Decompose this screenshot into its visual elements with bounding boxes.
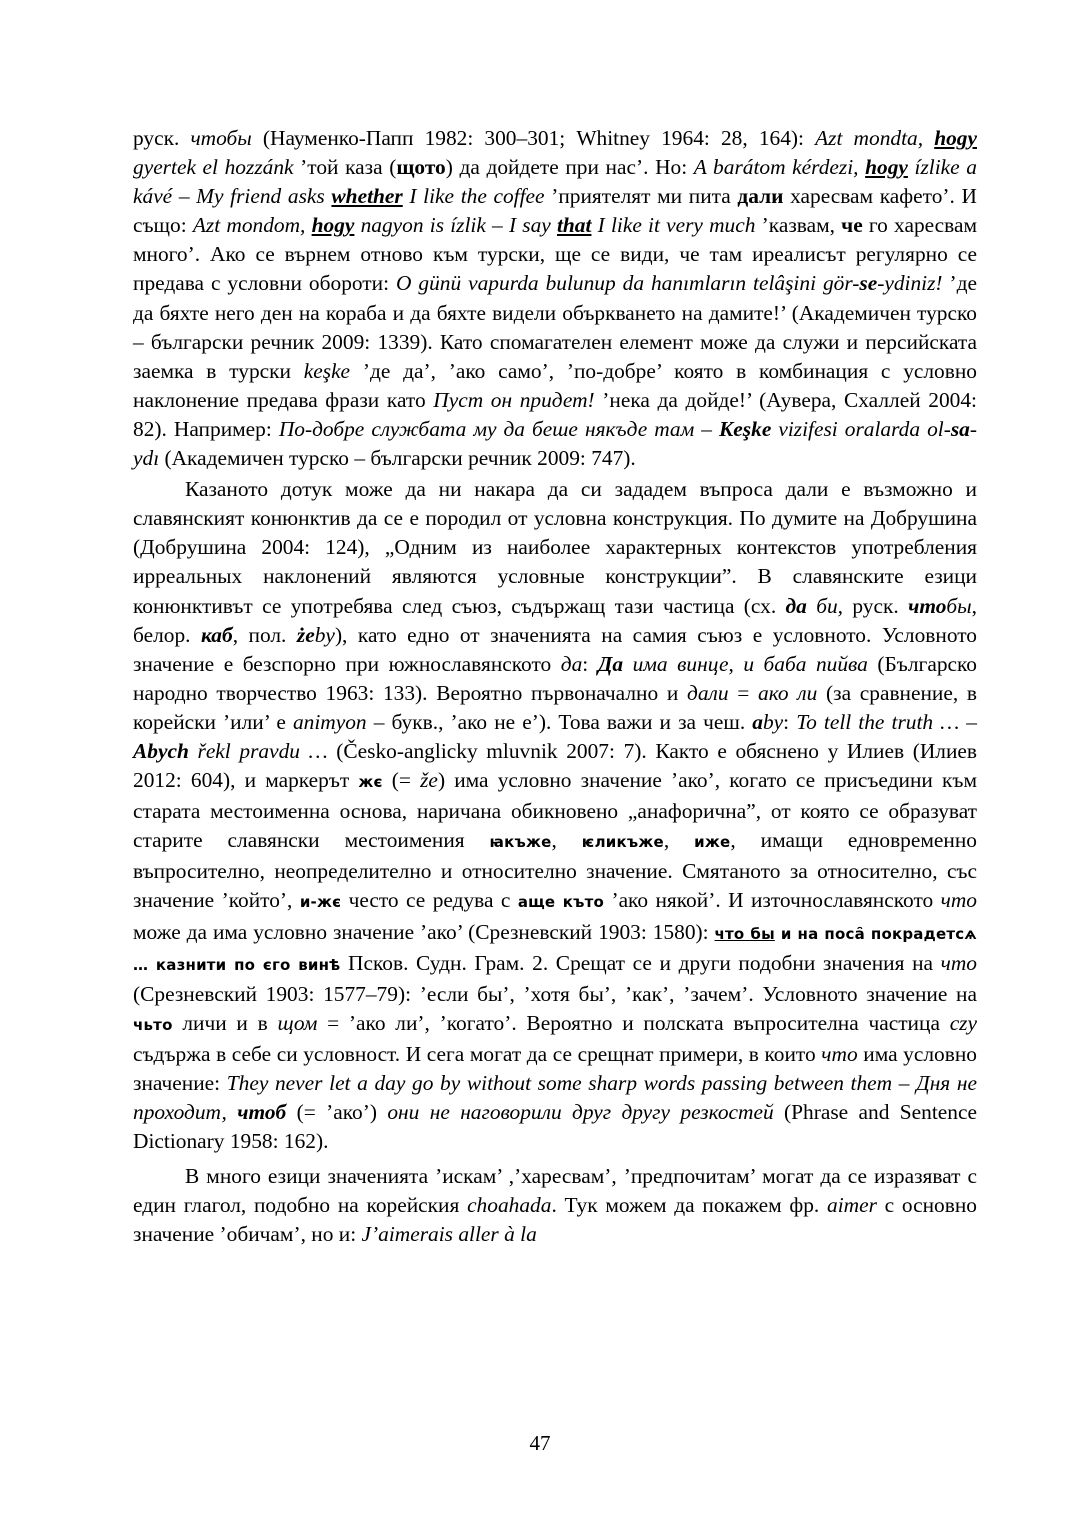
text-run: може да има условно значение ’ако’ (Срезневский 1903: 1580): [133, 919, 715, 944]
text-run: ı [729, 271, 736, 296]
text-run: Abych [133, 738, 189, 763]
text-run: что [940, 888, 977, 913]
text-run: дали [687, 680, 729, 705]
text-run: (Академичен турско – български речник 2009: 747). [159, 446, 636, 471]
paragraph-2 [133, 475, 977, 1156]
text-run: каб [201, 622, 233, 647]
text-run: Keşke [719, 416, 772, 441]
church-slavonic-text: иже [694, 833, 731, 852]
text-run: ’приятелят ми пита [544, 184, 738, 209]
text-run: keşke [303, 358, 351, 383]
text-run: = ’ако ли’, ’когато’. Вероятно и полската въпросителна частица [317, 1010, 950, 1035]
paragraph-3 [133, 1162, 977, 1249]
text-run: choahada [467, 1193, 552, 1218]
church-slavonic-text: ѥликъже [581, 833, 664, 852]
text-run: , имащи едновременно въпросително, неопределително и относително значение. Смятаното за относително, със значение ’който’, [133, 828, 977, 913]
text-run: щом [277, 1010, 318, 1035]
text-run: (Phrase and Sentence Dictionary 1958: 162). [133, 1100, 977, 1154]
paragraph-1 [133, 124, 977, 473]
text-run: (Българско народно творчество 1963: 133). Вероятно първоначално и [133, 651, 978, 705]
text-run: ’казвам, [755, 213, 842, 238]
text-run: съдържа в себе си условност. И сега могат да се срещнат примери, в които [133, 1041, 822, 1066]
text-run: vizifesi oralarda ol- [771, 416, 951, 441]
text-run: ако ли [758, 680, 818, 705]
text-run: бы [946, 593, 972, 618]
text-run: Да [597, 651, 624, 676]
text-run: , [663, 828, 695, 853]
text-run: ’той каза ( [293, 155, 397, 180]
text-run: ’ако някой’. И източнославянското [604, 888, 941, 913]
text-run: sa [950, 416, 970, 441]
text-run: ) да дойдете при нас’. Но: [445, 155, 694, 180]
text-run: с основно значение ’обичам’, но и: [133, 1193, 977, 1247]
text-run: animyon [292, 709, 367, 734]
text-run: По-добре службата му да беше някъде там – [278, 416, 720, 441]
text-run: Псков. Судн. Грам. 2. Срещат се и други подобни значения на [340, 950, 941, 975]
text-run: -ydiniz! [877, 271, 943, 296]
text-run: , белор. [133, 593, 977, 647]
text-run: I like it very much [591, 213, 756, 238]
text-run: что [908, 593, 947, 618]
text-run: : [783, 709, 797, 734]
text-run: = [728, 680, 759, 705]
text-run: Пуст он придет! [433, 387, 595, 412]
text-run: řekl pravdu … [188, 738, 328, 763]
text-run: O günü vapurda bulunup da han [396, 271, 684, 296]
text-run: hogy [865, 155, 908, 180]
text-run: Azt mondta, [815, 126, 935, 150]
text-run: (= [382, 768, 421, 793]
text-run: Казаното дотук може да ни накара да си зададем въпроса дали е възможно и славянският конюнктив да се е породил от условна конструкция. По думите на Добрушина (Добрушина 2004: 124), „Одним из наиболее характерных контекстов употребления ирреальных наклонений являются условные конструкции”. В славянските езици конюнктивът се употребява след съюз, съдържащ тази частица (сх. [133, 477, 977, 618]
text-run: личи и в [172, 1010, 278, 1035]
text-run: ) има условно значение ’ако’, когато се присъедини към старата местоименна основа, наричана обикновено „анафорична”, от която се образуват старите славянски местоимения [133, 768, 977, 853]
text-run: (Česko-anglicky mluvnik 2007: 7). Както е обяснено у Илиев (Илиев 2012: 604), и маркерът [133, 738, 977, 793]
text-run: щото [396, 155, 446, 180]
text-run: nagyon is ízlik – I say [354, 213, 557, 238]
text-run: czy [949, 1010, 978, 1035]
text-run: hogy [311, 213, 355, 238]
text-run: ı [683, 271, 690, 296]
text-run: Azt mondom, [192, 213, 312, 238]
church-slavonic-text: жє [358, 773, 383, 792]
text-run: ), като едно от значенията на самия съюз е условното. Условното значение е безспорно при южнославянското [133, 622, 977, 676]
text-run: (Науменко-Папп 1982: 300–301; Whitney 1964: 28, 164): [251, 126, 816, 150]
text-run: они не наговорили друг другу резкостей [387, 1100, 774, 1125]
text-run: (за сравнение, в корейски ’или’ е [133, 680, 978, 734]
text-run: že [420, 768, 438, 793]
text-run: ’нека да дойде!’ (Аувера, Схаллей 2004: 82). Например: [133, 387, 977, 441]
text-run: J’aimerais aller à la [361, 1222, 537, 1247]
text-run: да [785, 593, 807, 618]
text-run: hogy [934, 126, 977, 150]
text-run: харесвам кафето’. И също: [133, 184, 977, 238]
text-run: има условно значение: [133, 1041, 977, 1095]
church-slavonic-text: ꙗкъже [489, 833, 552, 852]
text-run: има винце [623, 651, 729, 676]
text-run: by [314, 622, 335, 647]
text-run: чтобы [190, 126, 252, 150]
text-run: mlar [689, 271, 730, 296]
text-run: что [821, 1041, 858, 1066]
text-run: -ydı [133, 416, 977, 471]
text-run: To tell the truth … – [796, 709, 977, 734]
text-run: that [556, 213, 592, 238]
text-run: że [296, 622, 315, 647]
text-run: (Срезневский 1903: 1577–79): ’если бы’, ’хотя бы’, ’как’, ’зачем’. Условното значение на [133, 981, 977, 1006]
church-slavonic-text: и-жє [299, 893, 342, 912]
text-run: би, [806, 593, 844, 618]
church-slavonic-text: что бы [714, 924, 775, 943]
text-run: В много езици значенията ’искам’ ,’харесвам’, ’предпочитам’ могат да се изразяват с един глагол, подобно на корейския [133, 1164, 977, 1218]
text-run: whether [331, 184, 403, 209]
text-run: : [582, 651, 598, 676]
text-run: , пол. [232, 622, 297, 647]
text-run: дали [737, 184, 784, 209]
text-run: го харесвам много’. Ако се върнем отново към турски, ще се види, че там иреалисът регулярно се предава с условни обороти: [133, 213, 978, 296]
body-text [133, 124, 977, 1250]
text-run: se [859, 271, 878, 296]
text-run: a [752, 709, 763, 734]
text-run: ’де да’, ’ако само’, ’по-добре’ която в комбинация с условно наклонение предава фрази като [133, 358, 977, 412]
text-run: , [728, 651, 744, 676]
page-number: 47 [529, 1431, 551, 1455]
text-run: ízlike a kávé – My friend asks [133, 155, 977, 209]
text-run: да [560, 651, 583, 676]
church-slavonic-text: аще къто [517, 893, 605, 912]
text-run: gyertek el hozzánk [133, 155, 294, 180]
text-run: что [940, 950, 977, 975]
text-run: руск. [843, 593, 909, 618]
text-run: aimer [827, 1193, 877, 1218]
text-run: руск. [133, 126, 191, 150]
text-run: n telâşini gör- [735, 271, 860, 296]
text-run: – букв., ’ако не е’). Това важи и за чеш. [366, 709, 753, 734]
text-run: by [762, 709, 784, 734]
text-run: чтоб [237, 1100, 287, 1125]
text-run: ’де да бяхте него ден на кораба и да бяхте видели объркването на дамите!’ (Академичен турско – български речник 2009: 1339). Като спомагателен елемент може да служи и персийската заемка в турски [133, 271, 977, 383]
church-slavonic-text: и на поса̑ покрадетсѧ … казнити по єго винѣ [133, 924, 977, 974]
text-run: (= ’ако’) [286, 1100, 388, 1125]
text-run: . Тук можем да покажем фр. [551, 1193, 827, 1218]
text-run: , [551, 828, 582, 853]
text-run: I like the coffee [402, 184, 545, 209]
text-run: че [841, 213, 863, 238]
text-run: They never let a day go by without some sharp words passing between them – Дня не проходит, [133, 1071, 977, 1125]
text-run: често се редува с [341, 888, 518, 913]
church-slavonic-text: чьто [133, 1015, 173, 1034]
text-run: и баба пийва [743, 651, 868, 676]
text-run: A barátom kérdezi, [693, 155, 866, 180]
